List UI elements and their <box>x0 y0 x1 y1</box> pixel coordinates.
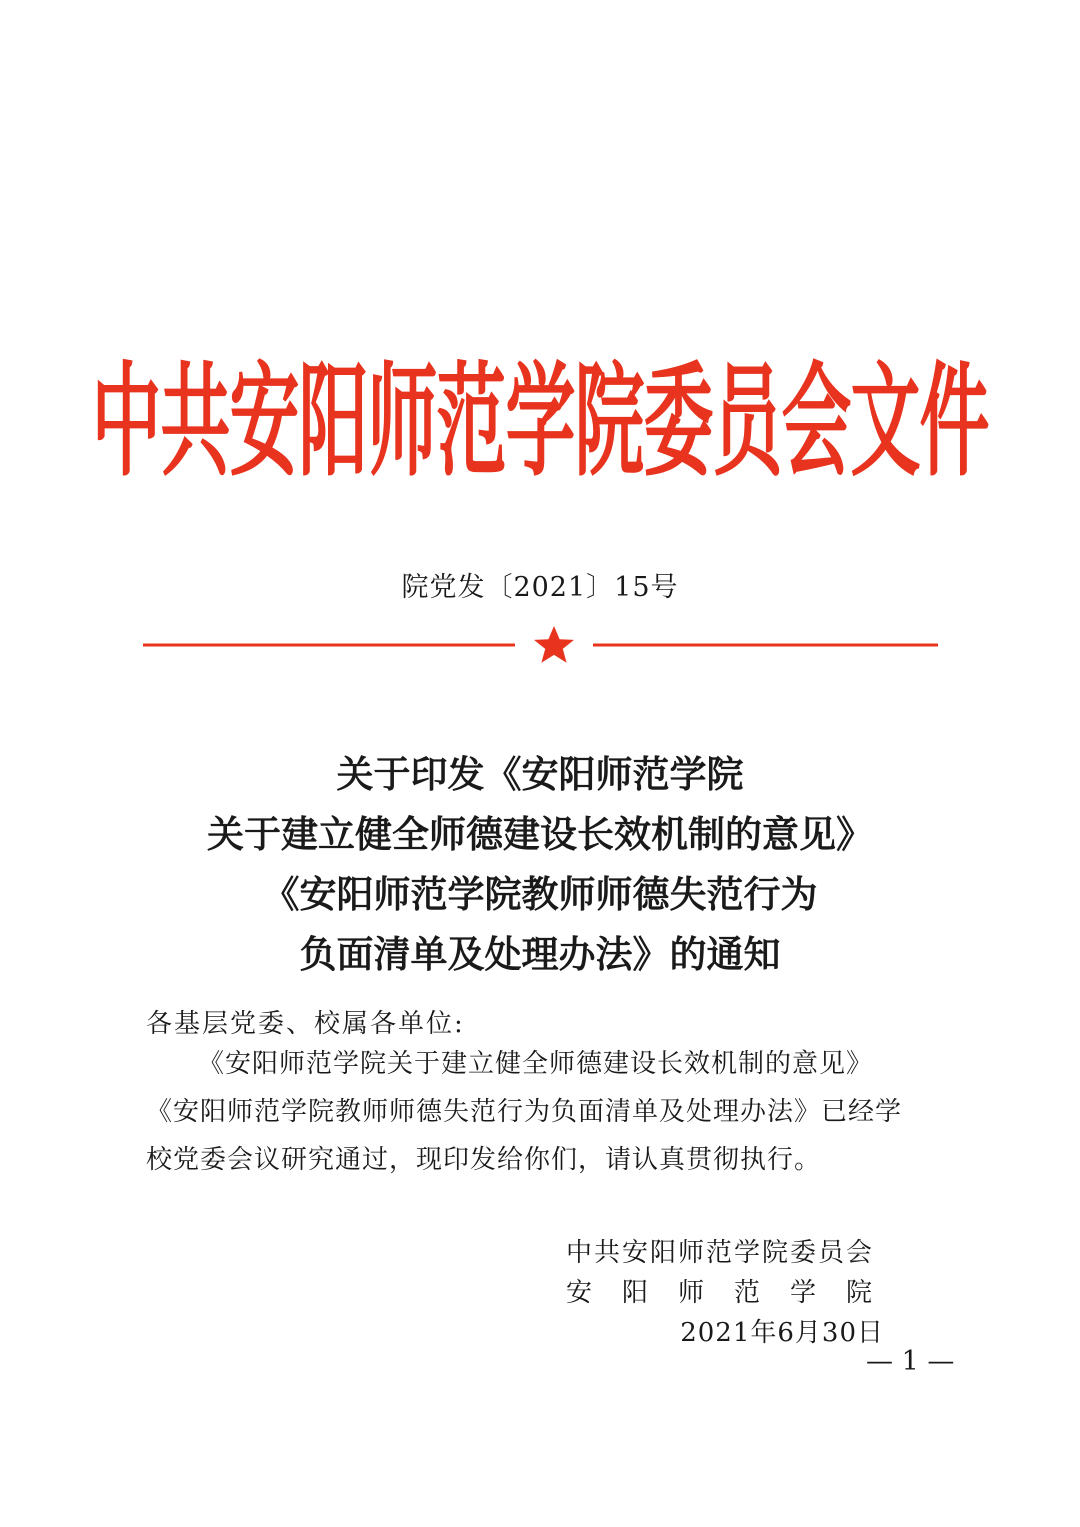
page-number: — 1 — <box>866 1346 955 1377</box>
body-line: 校党委会议研究通过，现印发给你们，请认真贯彻执行。 <box>146 1145 822 1175</box>
body-line: 《安阳师范学院关于建立健全师德建设长效机制的意见》 <box>198 1049 874 1079</box>
masthead-text: 中共安阳师范学院委员会文件 <box>91 350 989 494</box>
body-paragraph <box>146 1040 946 1184</box>
signature-block <box>566 1233 903 1353</box>
title-line: 关于印发《安阳师范学院 <box>336 752 744 796</box>
title-line: 负面清单及处理办法》的通知 <box>299 932 781 976</box>
signature-date: 2021年6月30日 <box>680 1318 884 1348</box>
salutation: 各基层党委、校属各单位: <box>146 1009 465 1039</box>
signature-org-party: 中共安阳师范学院委员会 <box>566 1238 875 1268</box>
body-line: 《安阳师范学院教师师德失范行为负面清单及处理办法》已经学 <box>146 1097 903 1127</box>
red-divider <box>143 620 938 670</box>
star-icon <box>534 626 574 663</box>
title-line: 《安阳师范学院教师师德失范行为 <box>262 872 818 916</box>
title-line: 关于建立健全师德建设长效机制的意见》 <box>207 812 873 856</box>
document-number: 院党发〔2021〕15号 <box>401 572 679 603</box>
signature-org-college: 安阳师范学院 <box>566 1278 903 1308</box>
notice-title <box>0 744 1080 984</box>
masthead-title <box>0 352 1080 492</box>
